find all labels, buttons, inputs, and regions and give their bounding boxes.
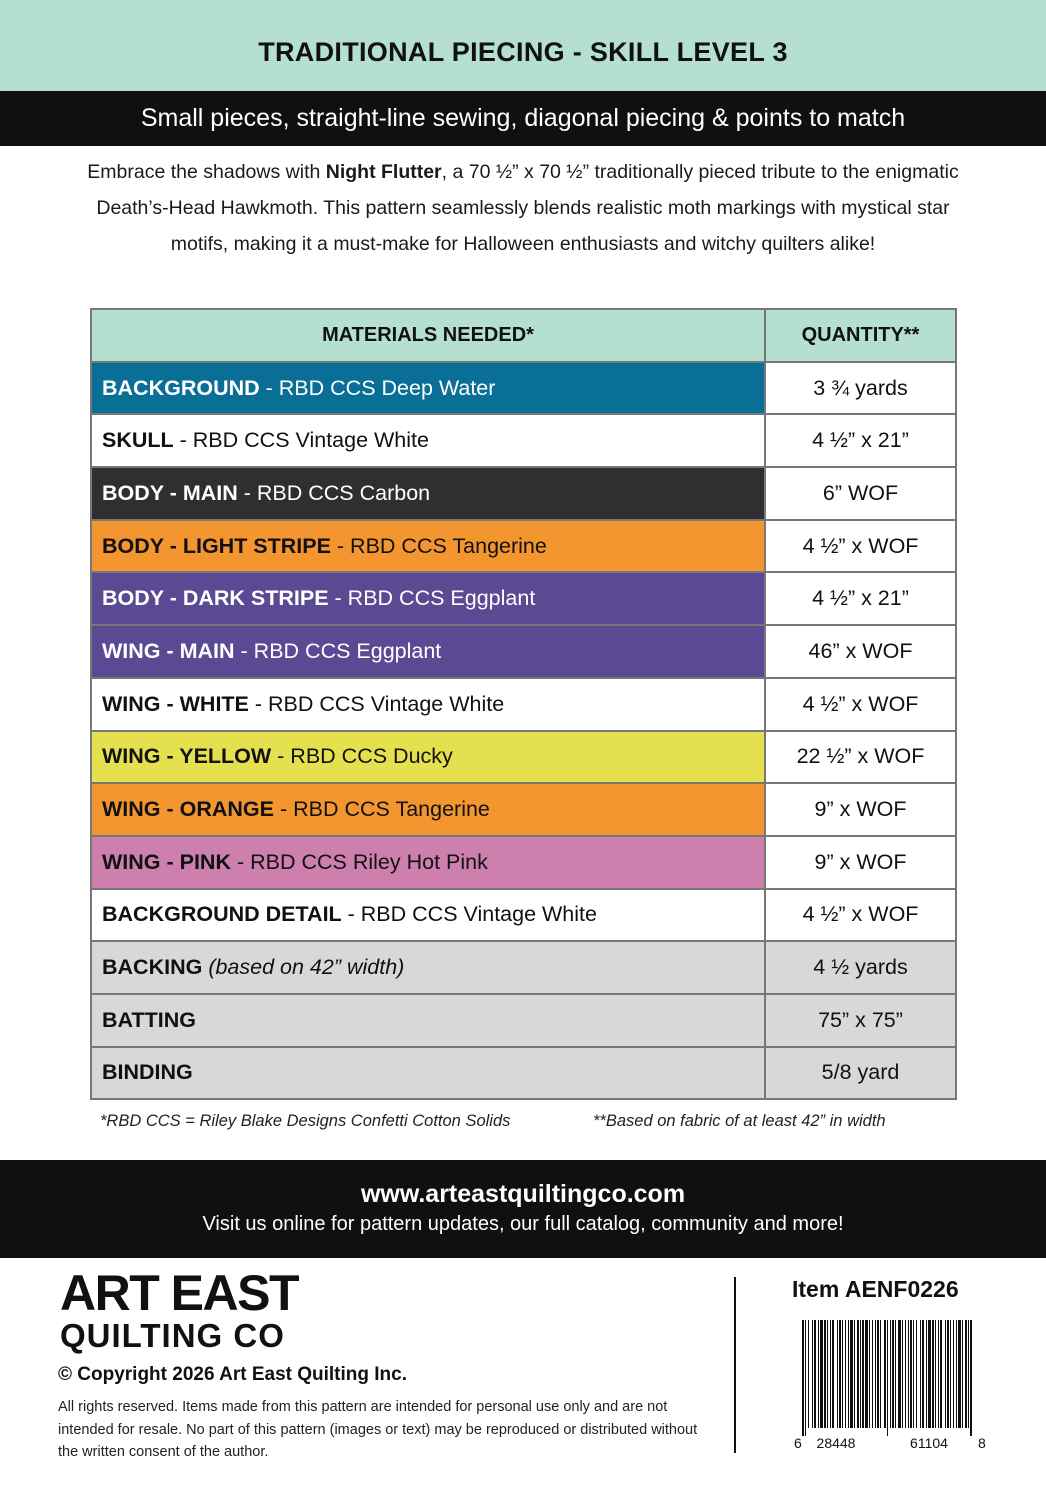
brand-logo <box>60 1265 298 1354</box>
material-fabric: - RBD CCS Carbon <box>237 480 431 505</box>
barcode-bar <box>830 1320 831 1428</box>
barcode-bar <box>962 1320 963 1428</box>
barcode-bar <box>839 1320 841 1428</box>
rights-text: All rights reserved. Items made from this pattern are intended for personal use only and are not intended for resale. No part of this pattern (images or text) may be reproduced or distributed without the written consent of the author. <box>58 1399 698 1460</box>
material-quantity: 3 ¾ yards <box>765 362 956 415</box>
barcode-bar <box>802 1320 804 1436</box>
material-note: (based on 42” width) <box>202 955 405 980</box>
barcode-digit-system: 6 <box>794 1435 802 1451</box>
barcode-bar <box>857 1320 859 1428</box>
material-fabric: - RBD CCS Vintage White <box>173 428 429 453</box>
material-label: BATTING <box>102 1007 196 1032</box>
material-row <box>91 362 956 415</box>
barcode-bar <box>860 1320 861 1428</box>
material-row <box>91 783 956 836</box>
materials-header-row <box>91 309 956 362</box>
material-fabric: - RBD CCS Tangerine <box>330 533 547 558</box>
pattern-name: Night Flutter <box>325 161 442 183</box>
barcode-bar <box>908 1320 909 1428</box>
material-label: WING - YELLOW <box>102 744 272 769</box>
quantity-header: QUANTITY** <box>765 309 956 362</box>
website-band <box>0 1160 1046 1258</box>
material-cell <box>91 836 765 889</box>
material-label: BACKGROUND <box>102 375 260 400</box>
barcode-bar <box>920 1320 921 1428</box>
barcode-bar <box>892 1320 894 1428</box>
intro-paragraph <box>80 154 966 262</box>
materials-body <box>91 362 956 1100</box>
material-quantity: 4 ½” x WOF <box>765 678 956 731</box>
barcode-bar <box>953 1320 954 1428</box>
barcode-bar <box>970 1320 972 1436</box>
material-quantity: 9” x WOF <box>765 836 956 889</box>
material-row <box>91 836 956 889</box>
material-quantity: 22 ½” x WOF <box>765 731 956 784</box>
barcode-bar <box>832 1320 834 1428</box>
barcode-bar <box>820 1320 823 1428</box>
barcode-bar <box>818 1320 819 1428</box>
material-label: WING - MAIN <box>102 638 235 663</box>
item-number: Item AENF0226 <box>792 1276 959 1302</box>
barcode-bar <box>965 1320 967 1428</box>
material-row <box>91 941 956 994</box>
barcode-bar <box>869 1320 870 1428</box>
material-cell <box>91 889 765 942</box>
material-row <box>91 414 956 467</box>
material-row <box>91 625 956 678</box>
barcode-bar <box>910 1320 912 1428</box>
material-cell <box>91 362 765 415</box>
barcode-bar <box>916 1320 917 1428</box>
intro-before: Embrace the shadows with <box>87 161 326 183</box>
material-quantity: 6” WOF <box>765 467 956 520</box>
material-label: BODY - MAIN <box>102 480 238 505</box>
material-label: BODY - LIGHT STRIPE <box>102 533 331 558</box>
barcode-icon <box>786 1316 988 1456</box>
logo-line-2: QUILTING CO <box>60 1317 285 1354</box>
material-cell <box>91 520 765 573</box>
material-quantity: 46” x WOF <box>765 625 956 678</box>
barcode-bar <box>890 1320 891 1428</box>
material-row <box>91 889 956 942</box>
barcode-bar <box>845 1320 846 1428</box>
materials-table <box>90 308 957 1100</box>
barcode-bar <box>862 1320 864 1428</box>
barcode-bar <box>854 1320 855 1428</box>
barcode-bar <box>848 1320 849 1428</box>
barcode-bar <box>824 1320 826 1428</box>
barcode-bar <box>872 1320 873 1428</box>
barcode-bar <box>887 1320 888 1436</box>
material-quantity: 5/8 yard <box>765 1047 956 1100</box>
material-label: WING - PINK <box>102 849 231 874</box>
copyright-line: © Copyright 2026 Art East Quilting Inc. <box>58 1364 408 1385</box>
barcode-bar <box>898 1320 901 1428</box>
subtitle-band <box>0 91 1046 146</box>
material-cell <box>91 731 765 784</box>
footnote-fabric-width: **Based on fabric of at least 42” in width <box>593 1112 886 1130</box>
website-blurb: Visit us online for pattern updates, our full catalog, community and more! <box>202 1213 844 1235</box>
barcode-bar <box>926 1320 927 1428</box>
material-label: WING - WHITE <box>102 691 249 716</box>
barcode-bar <box>902 1320 903 1428</box>
footnotes <box>100 1112 950 1136</box>
material-cell <box>91 414 765 467</box>
material-fabric: - RBD CCS Deep Water <box>259 375 496 400</box>
intro-after: , a 70 ½” x 70 ½” traditionally pieced tribute to the enigmatic Death’s-Head Hawkmoth. This pattern seamlessly blends realistic moth markings with mystical star motifs, making it a must-make for Halloween enthusiasts and witchy quilters alike! <box>96 161 959 255</box>
website-link[interactable]: www.arteastquiltingco.com <box>360 1180 686 1208</box>
barcode-bar <box>932 1320 934 1428</box>
material-row <box>91 520 956 573</box>
barcode-bar <box>880 1320 881 1428</box>
barcode-bar <box>958 1320 961 1428</box>
material-cell <box>91 467 765 520</box>
barcode-bar <box>956 1320 957 1428</box>
material-cell <box>91 994 765 1047</box>
material-label: SKULL <box>102 428 174 453</box>
material-fabric: - RBD CCS Eggplant <box>234 638 442 663</box>
material-quantity: 4 ½” x 21” <box>765 414 956 467</box>
material-label: BINDING <box>102 1060 193 1085</box>
barcode-bar <box>922 1320 924 1428</box>
barcode-bar <box>865 1320 868 1428</box>
top-band <box>0 0 1046 91</box>
barcode-bar <box>940 1320 942 1428</box>
barcode-bar <box>884 1320 886 1428</box>
barcode-bar <box>905 1320 906 1428</box>
material-cell <box>91 678 765 731</box>
material-row <box>91 467 956 520</box>
material-label: BACKGROUND DETAIL <box>102 902 342 927</box>
barcode-bar <box>938 1320 939 1428</box>
material-fabric: - RBD CCS Riley Hot Pink <box>231 849 488 874</box>
barcode-bar <box>950 1320 951 1428</box>
material-fabric: - RBD CCS Vintage White <box>248 691 505 716</box>
barcode-bar <box>928 1320 931 1428</box>
pattern-skill-title: TRADITIONAL PIECING - SKILL LEVEL 3 <box>258 37 788 67</box>
material-cell <box>91 572 765 625</box>
barcode-bar <box>808 1320 809 1428</box>
material-label: BACKING <box>102 955 203 980</box>
barcode-bar <box>877 1320 879 1428</box>
material-row <box>91 994 956 1047</box>
material-quantity: 4 ½” x WOF <box>765 889 956 942</box>
footer-divider <box>734 1277 736 1453</box>
barcode-bar <box>842 1320 843 1428</box>
material-quantity: 9” x WOF <box>765 783 956 836</box>
barcode-bar <box>945 1320 946 1428</box>
material-fabric: - RBD CCS Tangerine <box>274 797 490 822</box>
barcode-bar <box>913 1320 914 1428</box>
skill-description: Small pieces, straight-line sewing, diagonal piecing & points to match <box>140 104 906 132</box>
barcode-bar <box>805 1320 806 1436</box>
material-row <box>91 572 956 625</box>
barcode-bar <box>968 1320 969 1428</box>
material-quantity: 75” x 75” <box>765 994 956 1047</box>
material-cell <box>91 941 765 994</box>
barcode-bar <box>812 1320 813 1428</box>
material-row <box>91 731 956 784</box>
material-quantity: 4 ½” x 21” <box>765 572 956 625</box>
barcode-bar <box>875 1320 876 1428</box>
material-cell <box>91 1047 765 1100</box>
material-row <box>91 678 956 731</box>
barcode-bar <box>895 1320 896 1428</box>
barcode-bar <box>935 1320 936 1428</box>
material-fabric: - RBD CCS Vintage White <box>341 902 597 927</box>
barcode-bar <box>850 1320 853 1428</box>
material-fabric: - RBD CCS Eggplant <box>328 586 536 611</box>
materials-header: MATERIALS NEEDED* <box>91 309 765 362</box>
material-label: WING - ORANGE <box>102 797 274 822</box>
barcode-digits-right: 61104 <box>910 1435 948 1451</box>
barcode-bar <box>814 1320 816 1428</box>
barcode-bar <box>837 1320 838 1428</box>
logo-line-1: ART EAST <box>60 1265 298 1321</box>
footnote-abbreviation: *RBD CCS = Riley Blake Designs Confetti Cotton Solids <box>100 1112 511 1130</box>
material-fabric: - RBD CCS Ducky <box>271 744 453 769</box>
material-row <box>91 1047 956 1100</box>
material-quantity: 4 ½” x WOF <box>765 520 956 573</box>
barcode-digit-check: 8 <box>978 1435 986 1451</box>
material-cell <box>91 625 765 678</box>
barcode-bar <box>827 1320 828 1428</box>
barcode-bar <box>947 1320 949 1428</box>
barcode-digits-left: 28448 <box>816 1435 856 1451</box>
material-cell <box>91 783 765 836</box>
material-label: BODY - DARK STRIPE <box>102 586 329 611</box>
material-quantity: 4 ½ yards <box>765 941 956 994</box>
